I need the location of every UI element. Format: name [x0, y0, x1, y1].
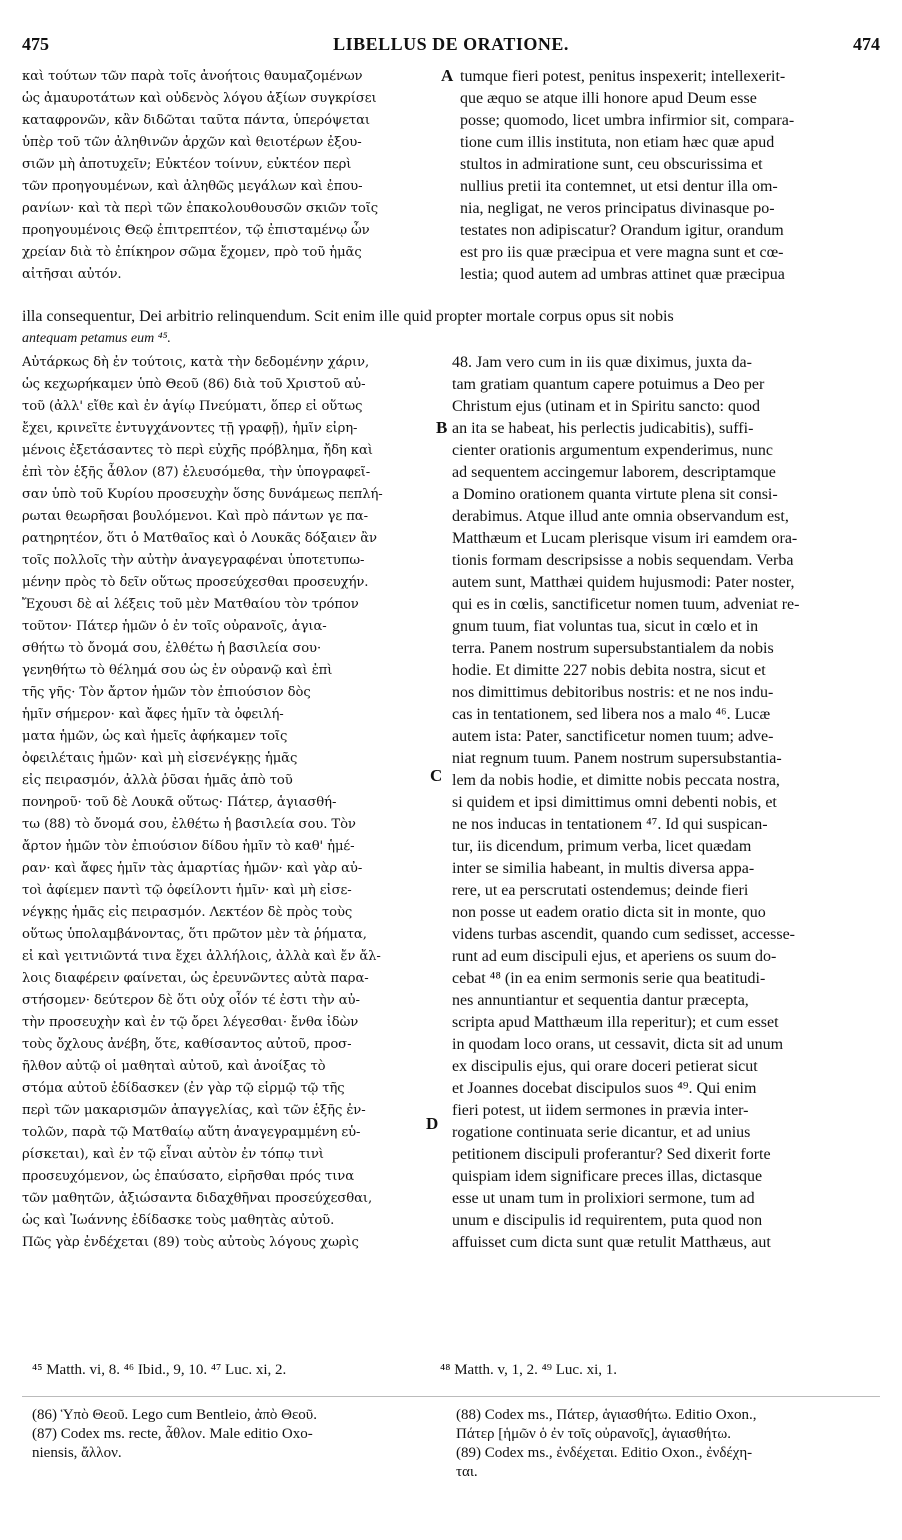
latin-text-line: ne nos inducas in tentationem ⁴⁷. Id qui suspican- [452, 816, 768, 833]
latin-text-line: a Domino orationem quanta virtute plena sit consi- [452, 486, 778, 503]
greek-text-line: εἰ καὶ γειτνιῶντά τινα ἔχει ἀλλήλοις, ἀλλὰ καὶ ἔν ἄλ- [22, 949, 381, 964]
latin-text-line: Christum ejus (utinam et in Spiritu sancto: quod [452, 398, 760, 415]
greek-text-line: προηγουμένοις Θεῷ ἐπιτρεπτέον, τῷ ἐπισταμένῳ ὧν [22, 223, 370, 238]
main-greek-column [22, 352, 443, 1254]
main-latin-column [452, 352, 880, 1254]
latin-text-line: autem ista: Pater, sanctificetur nomen tuum; adve- [452, 728, 774, 745]
margin-mark-b: B [436, 418, 448, 437]
greek-text-line: νέγκῃς ἡμᾶς εἰς πειρασμόν. Λεκτέον δὲ πρὸς τοὺς [22, 905, 353, 920]
running-title: LIBELLUS DE ORATIONE. [333, 34, 569, 54]
latin-text-line: rogatione continuata serie dicantur, et ad unius [452, 1124, 751, 1141]
latin-text-line: videns turbas ascendit, quando cum sedisset, accesse- [452, 926, 796, 943]
greek-text-line: λοις διαφέρειν φαίνεται, ὡς ἐρευνῶντες αὐτὰ παρα- [22, 971, 369, 986]
running-header [22, 34, 880, 64]
latin-text-line: hodie. Et dimitte 227 nobis debita nostra, sicut et [452, 662, 766, 679]
latin-text-line: si quidem et ipsi dimittimus omni debenti nobis, et [452, 794, 777, 811]
greek-text-line: πονηροῦ· τοῦ δὲ Λουκᾶ οὕτως· Πάτερ, ἁγιασθή- [22, 795, 337, 810]
greek-text-line: περὶ τῶν μακαρισμῶν ἀπαγγελίας, καὶ τῶν ἑξῆς ἐν- [22, 1103, 366, 1118]
latin-text-line: fieri potest, ut iidem sermones in prævia inter- [452, 1102, 749, 1119]
latin-text-line: esse ut unam tum in prolixiori sermone, tum ad [452, 1190, 755, 1207]
latin-text-line: tam gratiam quantum capere potuimus a Deo per [452, 376, 765, 393]
latin-text-line: in quodam loco orans, ut cessavit, dicta sit ad unum [452, 1036, 784, 1053]
latin-text-line: 48. Jam vero cum in iis quæ diximus, juxta da- [452, 354, 752, 371]
latin-text-line: et Joannes docebat discipulos suos ⁴⁹. Qui enim [452, 1080, 757, 1097]
footnotes-left [32, 1406, 432, 1463]
greek-text-line: ρανίων· καὶ τὰ περὶ τῶν ἐπακολουθουσῶν σκιῶν τοῖς [22, 201, 379, 216]
latin-text-line: unum e discipulis id requirentem, puta quod non [452, 1212, 763, 1229]
latin-text-line: quispiam idem significare preces illas, dictasque [452, 1168, 763, 1185]
greek-text-line: Πῶς γὰρ ἐνδέχεται (89) τοὺς αὐτοὺς λόγους χωρὶς [22, 1235, 359, 1250]
latin-text-line: nia, negligat, ne veros principatus divinasque po- [460, 200, 775, 217]
greek-text-line: στήσομεν· δεύτερον δὲ ὅτι οὐχ οἷόν τέ ἐστι τὴν αὐ- [22, 993, 360, 1008]
margin-mark-d: D [426, 1114, 439, 1133]
greek-text-line: ὡς κεχωρήκαμεν ὑπὸ Θεοῦ (86) διὰ τοῦ Χριστοῦ αὐ- [22, 377, 366, 392]
latin-text-line: inter se similia habeant, in multis diversa appa- [452, 860, 755, 877]
latin-text-line: non posse ut eadem oratio dicta sit in monte, quo [452, 904, 766, 921]
page-number-right: 474 [853, 34, 880, 54]
greek-text-line: τῶν προηγουμένων, καὶ ἀληθῶς μεγάλων καὶ ἐπου- [22, 179, 363, 194]
greek-text-line: προσευχόμενον, ὡς ἐπαύσατο, εἰρῆσθαι πρός τινα [22, 1169, 355, 1184]
scripture-notes-right: ⁴⁸ Matth. v, 1, 2. ⁴⁹ Luc. xi, 1. [440, 1362, 618, 1378]
greek-text-line: ἔχει, κρινεῖτε ἐντυγχάνοντες τῇ γραφῇ), ἡμῖν εἰρη- [22, 421, 358, 436]
greek-text-line: τολῶν, παρὰ τῷ Ματθαίῳ αὕτη ἀναγεγραμμένη εὑ- [22, 1125, 361, 1140]
greek-text-line: τω (88) τὸ ὄνομά σου, ἐλθέτω ἡ βασιλεία σου. Τὸν [22, 817, 356, 832]
footnote-divider [22, 1396, 880, 1397]
footnote-line: Πάτερ [ἡμῶν ὁ ἐν τοῖς οὐρανοῖς], ἁγιασθήτω. [456, 1426, 732, 1442]
margin-mark-c: C [430, 766, 443, 785]
latin-text-line: runt ad eum discipuli ejus, et aperiens os suum do- [452, 948, 777, 965]
greek-text-line: στόμα αὐτοῦ ἐδίδασκεν (ἐν γὰρ τῷ εἱρμῷ τῷ τῆς [22, 1081, 345, 1096]
greek-text-line: ὑπὲρ τοῦ τῶν ἀληθινῶν ἀρχῶν καὶ θειοτέρων ἐξου- [22, 135, 362, 150]
greek-text-line: γενηθήτω τὸ θέλημά σου ὡς ἐν οὐρανῷ καὶ ἐπὶ [22, 663, 333, 678]
greek-text-line: ρατηρητέον, ὅτι ὁ Ματθαῖος καὶ ὁ Λουκᾶς δόξαιεν ἂν [22, 531, 377, 546]
greek-text-line: ματα ἡμῶν, ὡς καὶ ἡμεῖς ἀφήκαμεν τοῖς [22, 729, 288, 744]
greek-text-line: τὴν προσευχὴν καὶ ἐν τῷ ὄρει λέγεσθαι· ἔνθα ἰδὼν [22, 1015, 359, 1030]
latin-text-line: derabimus. Atque illud ante omnia observandum est, [452, 508, 789, 525]
greek-text-line: ἐπὶ τὸν ἑξῆς ἆθλον (87) ἐλευσόμεθα, τὴν ὑπογραφεῖ- [22, 465, 371, 480]
footnotes-right [456, 1406, 880, 1482]
latin-text-line: rere, ut ea perscrutati ostendemus; deinde fieri [452, 882, 749, 899]
latin-text-line: nos dimittimus debitoribus nostris: et ne nos indu- [452, 684, 774, 701]
greek-text-line: καταφρονῶν, κἂν διδῶται ταῦτα πάντα, ὑπερόψεται [22, 113, 371, 128]
latin-text-line: tur, iis dicendum, primum verba, licet quædam [452, 838, 752, 855]
scripture-notes-left: ⁴⁵ Matth. vi, 8. ⁴⁶ Ibid., 9, 10. ⁴⁷ Luc. xi, 2. [32, 1362, 287, 1378]
footnote-line: (89) Codex ms., ἐνδέχεται. Editio Oxon., ἐνδέχη- [456, 1445, 753, 1461]
greek-text-line: καὶ τούτων τῶν παρὰ τοῖς ἀνοήτοις θαυμαζομένων [22, 69, 363, 84]
latin-text-line: ex discipulis ejus, qui orare doceri petierat sicut [452, 1058, 758, 1075]
greek-text-line: τοὺς ὄχλους ἀνέβη, ὅτε, καθίσαντος αὐτοῦ, προσ- [22, 1037, 352, 1052]
greek-text-line: Ἔχουσι δὲ αἱ λέξεις τοῦ μὲν Ματθαίου τὸν τρόπον [22, 597, 359, 612]
latin-text-line: cebat ⁴⁸ (in ea enim sermonis serie qua beatitudi- [452, 970, 766, 987]
page-number-left: 475 [22, 34, 49, 54]
greek-text-line: τοῦτον· Πάτερ ἡμῶν ὁ ἐν τοῖς οὐρανοῖς, ἁγια- [22, 619, 327, 634]
latin-text-line: an ita se habeat, his perlectis judicabitis), suffi- [452, 420, 754, 437]
footnote-line: (86) Ὑπὸ Θεοῦ. Lego cum Bentleio, ἀπὸ Θεοῦ. [32, 1407, 317, 1423]
latin-text-line: ad sequentem accingemur laborem, descriptamque [452, 464, 776, 481]
greek-text-line: ραν· καὶ ἄφες ἡμῖν τὰς ἁμαρτίας ἡμῶν· καὶ γὰρ αὐ- [22, 861, 363, 876]
margin-mark-a: A [441, 66, 454, 85]
latin-text-line: testates non adipiscatur? Orandum igitur, orandum [460, 222, 784, 239]
latin-text-line: autem sunt, Matthæi quidem hujusmodi: Pater noster, [452, 574, 795, 591]
latin-text-line: qui es in cœlis, sanctificetur nomen tuum, adveniat re- [452, 596, 800, 613]
latin-text-line: petitionem discipuli proferantur? Sed dixerit forte [452, 1146, 771, 1163]
greek-text-line: μένοις ἐξετάσαντες τὸ περὶ εὐχῆς πρόβλημα, ἤδη καὶ [22, 443, 373, 458]
latin-text-line: tionis formam descripsisse a nobis sequendam. Verba [452, 552, 794, 569]
greek-text-line: ἡμῖν σήμερον· καὶ ἄφες ἡμῖν τὰ ὀφειλή- [22, 707, 284, 722]
greek-text-line: Αὐτάρκως δὴ ἐν τούτοις, κατὰ τὴν δεδομένην χάριν, [22, 355, 370, 370]
greek-text-line: ῆλθον αὐτῷ οἱ μαθηταὶ αὐτοῦ, καὶ ἀνοίξας τὸ [22, 1059, 326, 1074]
footnote-line: (87) Codex ms. recte, ἆθλον. Male editio Oxo- [32, 1426, 313, 1442]
greek-text-line: τοῦ (ἀλλ' εἴθε καὶ ἐν ἁγίῳ Πνεύματι, ὅπερ εἰ οὕτως [22, 399, 363, 414]
greek-text-line: τοῖς πολλοῖς τὴν αὐτὴν ἀναγεγραφέναι ὑποτετυπω- [22, 553, 365, 568]
greek-text-line: σιῶν μὴ ἀποτυχεῖν; Εὐκτέον τοίνυν, εὐκτέον περὶ [22, 157, 352, 172]
latin-text-line: cas in tentationem, sed libera nos a malo ⁴⁶. Lucæ [452, 706, 771, 723]
spanning-line-2: antequam petamus eum ⁴⁵. [22, 331, 171, 346]
greek-text-line: ὀφειλέταις ἡμῶν· καὶ μὴ εἰσενέγκῃς ἡμᾶς [22, 751, 298, 766]
latin-text-line: nes annuntiantur et sequentia dantur præcepta, [452, 992, 749, 1009]
latin-text-line: nullius pretii ita contemnet, ut etsi dentur illa om- [460, 178, 778, 195]
footnote-line: ται. [456, 1464, 478, 1480]
greek-text-line: τῆς γῆς· Τὸν ἄρτον ἡμῶν τὸν ἐπιούσιον δὸς [22, 685, 311, 700]
latin-text-line: cienter orationis argumentum expenderimus, nunc [452, 442, 773, 459]
greek-text-line: τοὶ ἀφίεμεν παντὶ τῷ ὀφείλοντι ἡμῖν· καὶ μὴ εἰσε- [22, 883, 352, 898]
greek-text-line: ὡς ἀμαυροτάτων καὶ οὐδενὸς λόγου ἀξίων συγκρίσει [22, 91, 377, 106]
footnote-line: (88) Codex ms., Πάτερ, ἁγιασθήτω. Editio Oxon., [456, 1407, 757, 1423]
latin-text-line: est pro iis quæ præcipua et vere magna sunt et cœ- [460, 244, 784, 261]
greek-text-line: τῶν μαθητῶν, ἀξιώσαντα διδαχθῆναι προσεύχεσθαι, [22, 1191, 373, 1206]
greek-text-line: χρείαν διὰ τὸ ἐπίκηρον σῶμα ἔχομεν, πρὸ τοῦ ἡμᾶς [22, 245, 362, 260]
latin-text-line: Matthæum et Lucam plerisque visum iri eamdem ora- [452, 530, 798, 547]
greek-text-line: σθήτω τὸ ὄνομά σου, ἐλθέτω ἡ βασιλεία σου· [22, 641, 322, 656]
latin-text-line: tumque fieri potest, penitus inspexerit; intellexerit- [460, 68, 786, 85]
top-greek-column [22, 66, 440, 286]
latin-text-line: terra. Panem nostrum supersubstantialem da nobis [452, 640, 774, 657]
greek-text-line: οὕτως ὑπολαμβάνοντας, ὅτι πρῶτον μὲν τὰ ῥήματα, [22, 927, 367, 942]
greek-text-line: ὡς καὶ Ἰωάννης ἐδίδασκε τοὺς μαθητὰς αὐτοῦ. [22, 1213, 335, 1228]
latin-text-line: gnum tuum, fiat voluntas tua, sicut in cœlo et in [452, 618, 759, 635]
top-latin-column [460, 66, 880, 286]
spanning-line-1: illa consequentur, Dei arbitrio relinquendum. Scit enim ille quid propter mortale corpus opus sit nobis [22, 308, 674, 325]
greek-text-line: εἰς πειρασμόν, ἀλλὰ ῥῦσαι ἡμᾶς ἀπὸ τοῦ [22, 773, 293, 788]
greek-text-line: ρωται θεωρῆσαι βουλόμενοι. Καὶ πρὸ πάντων γε πα- [22, 509, 368, 524]
greek-text-line: ἄρτον ἡμῶν τὸν ἐπιούσιον δίδου ἡμῖν τὸ καθ' ἡμέ- [22, 839, 355, 854]
latin-text-line: scripta apud Matthæum illa reperitur); et cum esset [452, 1014, 779, 1031]
latin-text-line: lem da nobis hodie, et dimitte nobis peccata nostra, [452, 772, 780, 789]
greek-text-line: αἰτῆσαι αὐτόν. [22, 267, 122, 282]
latin-text-line: lestia; quod autem ad umbras attinet quæ præcipua [460, 266, 785, 283]
greek-text-line: μένην πρὸς τὸ δεῖν οὕτως προσεύχεσθαι προσευχήν. [22, 575, 369, 590]
latin-text-line: tione cum illis instituta, non etiam hæc quæ apud [460, 134, 775, 151]
latin-text-line: que æquo se atque illi honore apud Deum esse [460, 90, 757, 107]
latin-text-line: niat regnum tuum. Panem nostrum supersubstantia- [452, 750, 782, 767]
footnote-line: niensis, ἄλλον. [32, 1445, 122, 1461]
greek-text-line: σαν ὑπὸ τοῦ Κυρίου προσευχὴν ὅσης δυνάμεως πεπλή- [22, 487, 383, 502]
greek-text-line: ρίσκεται), καὶ ἐν τῷ εἶναι αὐτὸν ἐν τόπῳ τινὶ [22, 1147, 324, 1162]
latin-text-line: posse; quomodo, licet umbra infirmior sit, compara- [460, 112, 795, 129]
latin-text-line: affuisset cum dicta sunt quæ retulit Matthæus, aut [452, 1234, 771, 1251]
latin-text-line: stultos in admiratione sunt, ceu obscurissima et [460, 156, 763, 173]
